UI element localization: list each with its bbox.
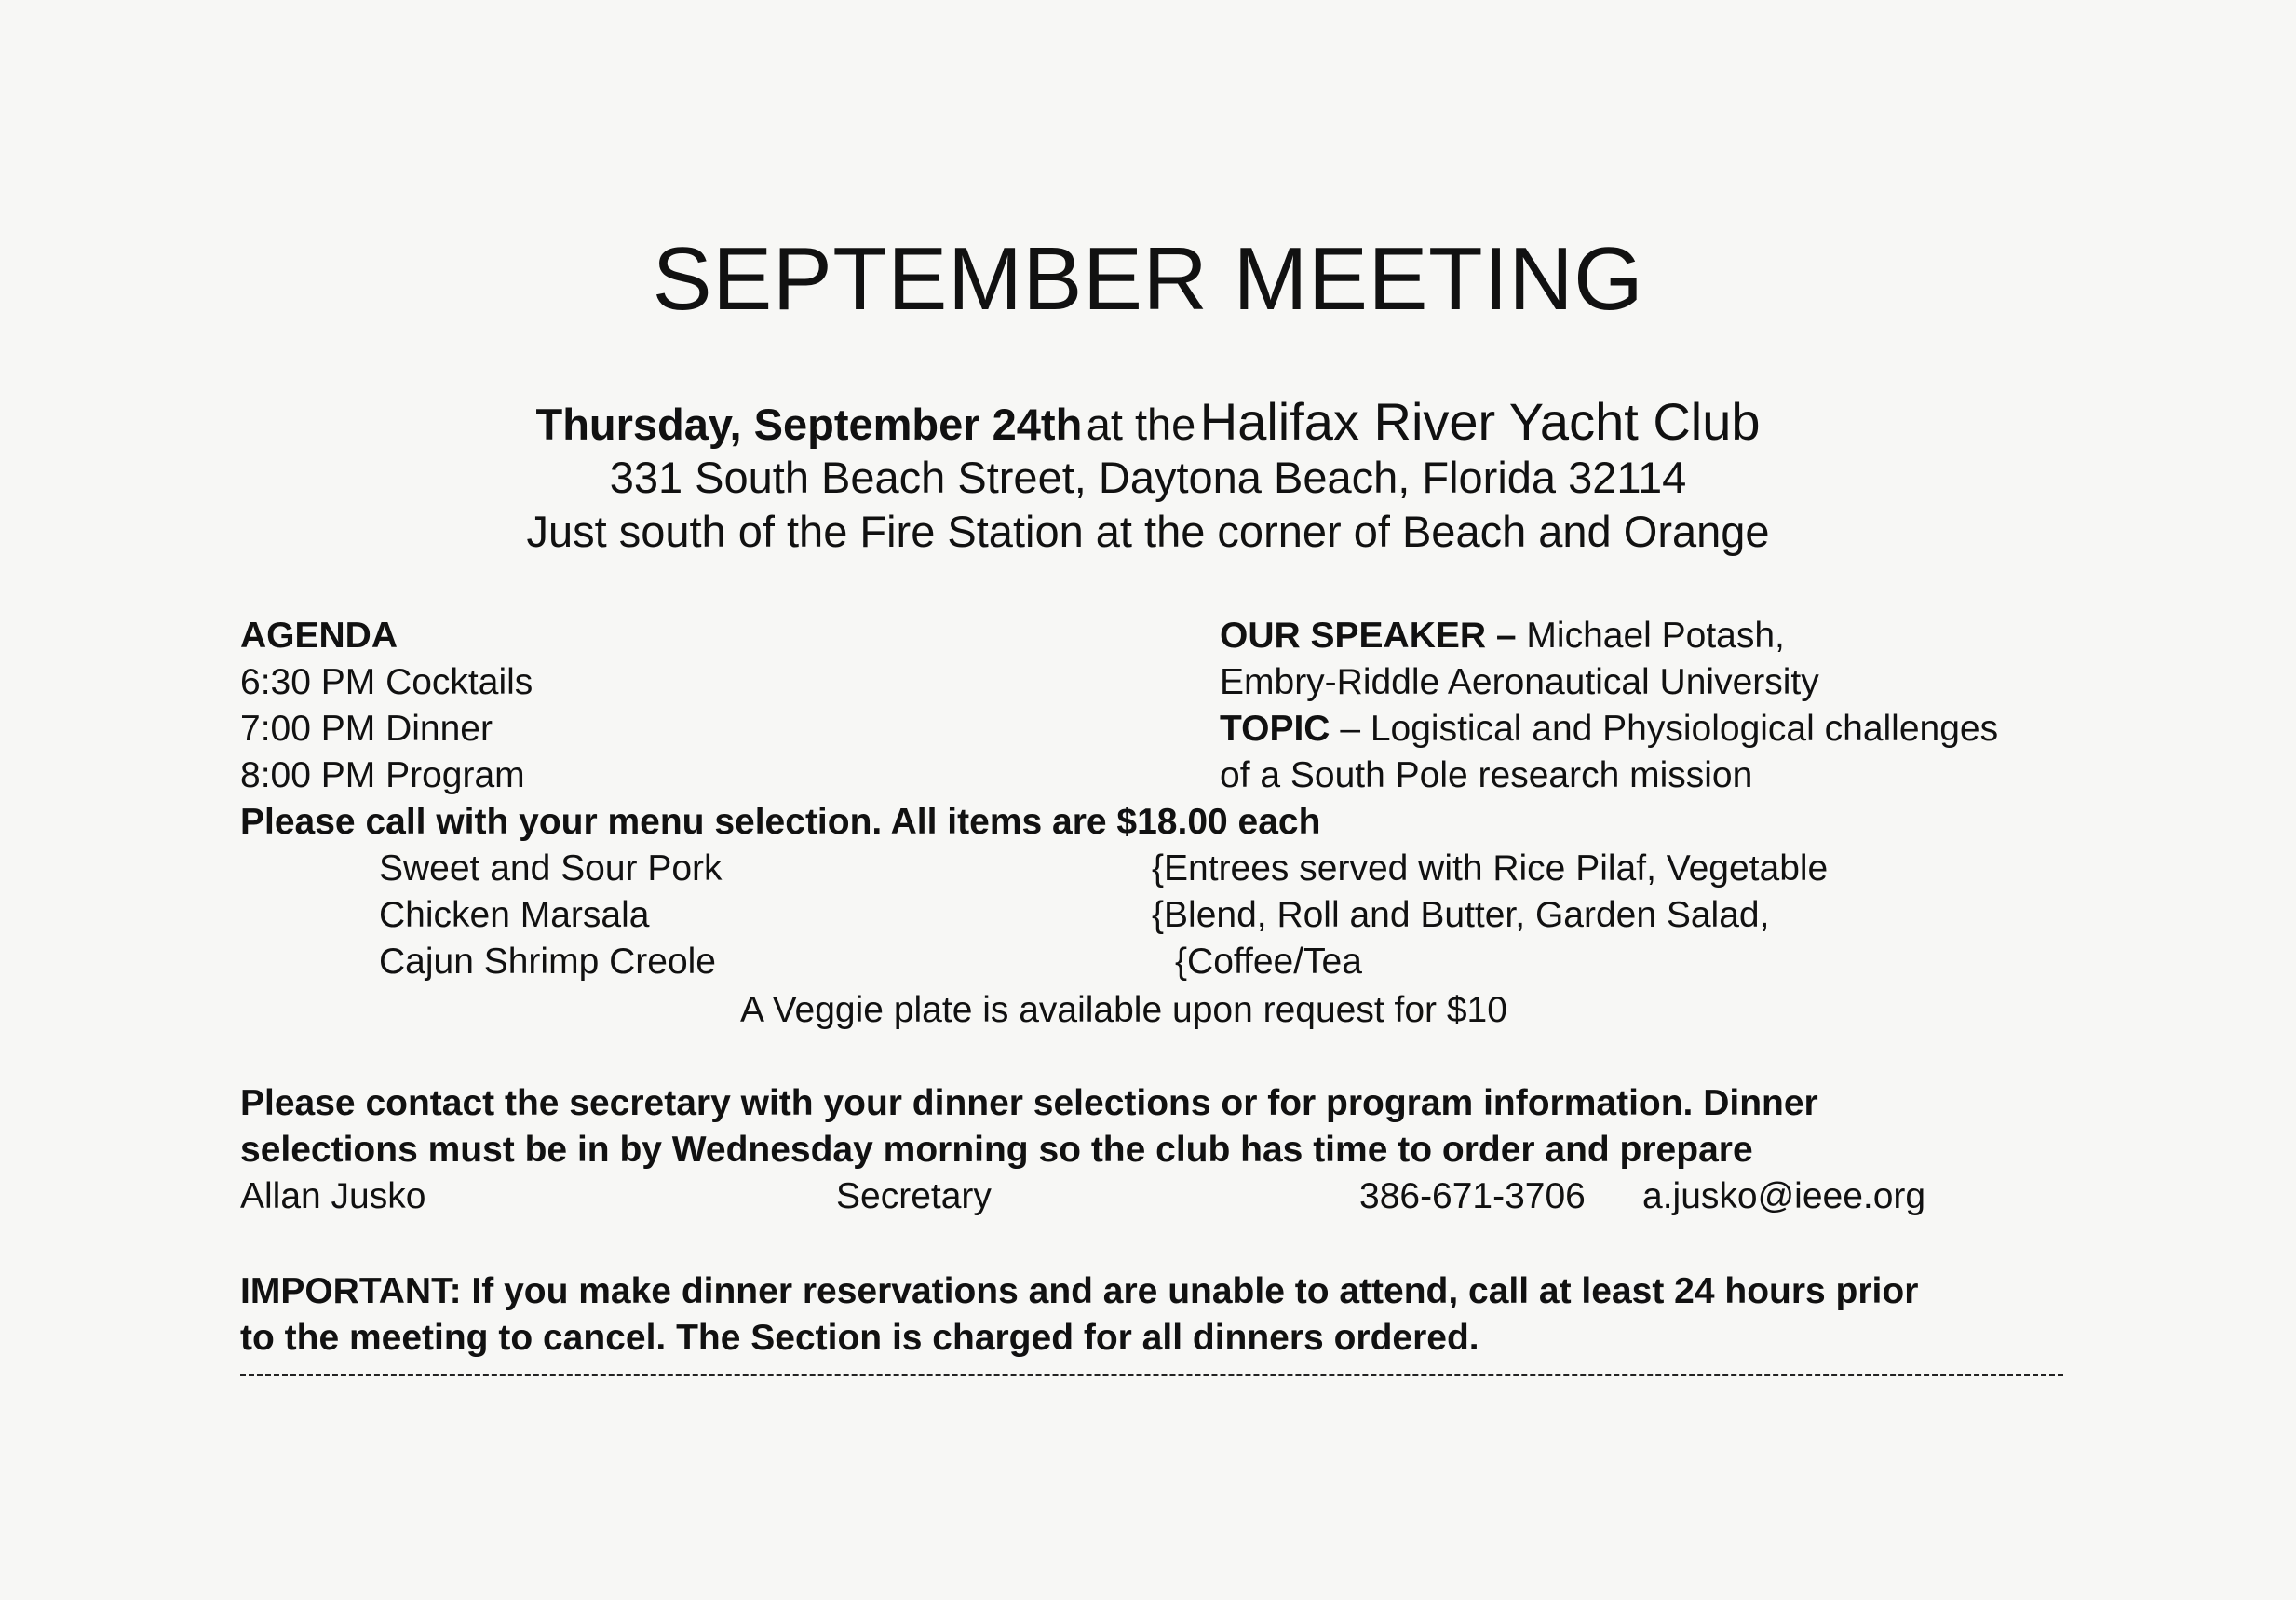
contact-instructions [240, 1080, 1818, 1173]
speaker-label: OUR SPEAKER – [1220, 616, 1517, 656]
menu-item: Sweet and Sour Pork [379, 848, 723, 888]
important-line: to the meeting to cancel. The Section is charged for all dinners ordered. [240, 1318, 1479, 1358]
event-day: Thursday, September 24th [535, 400, 1083, 449]
menu-note: {Blend, Roll and Butter, Garden Salad, [1152, 895, 1770, 935]
menu-item: Cajun Shrimp Creole [379, 942, 716, 982]
agenda-item: 7:00 PM Dinner [240, 709, 493, 749]
page-title: SEPTEMBER MEETING [652, 229, 1644, 329]
topic-text-continued: of a South Pole research mission [1220, 755, 1753, 795]
agenda-item: 6:30 PM Cocktails [240, 662, 533, 702]
contact-phone: 386-671-3706 [1359, 1176, 1586, 1216]
event-directions: Just south of the Fire Station at the corner of Beach and Orange [526, 507, 1770, 556]
event-address: 331 South Beach Street, Daytona Beach, Florida 32114 [609, 453, 1687, 502]
important-notice [240, 1268, 1918, 1362]
speaker-line [1220, 613, 1998, 659]
event-at-text: at the [1086, 400, 1196, 449]
speaker-section [1220, 613, 1998, 799]
event-when-line [0, 391, 2296, 452]
menu-note: {Entrees served with Rice Pilaf, Vegetable [1152, 848, 1829, 888]
topic-text: – Logistical and Physiological challenges [1340, 709, 1999, 749]
menu-note: {Coffee/Tea [1175, 942, 1362, 982]
contact-email: a.jusko@ieee.org [1642, 1176, 1926, 1216]
speaker-affiliation: Embry-Riddle Aeronautical University [1220, 662, 1819, 702]
agenda-heading: AGENDA [240, 616, 398, 656]
contact-instructions-line: Please contact the secretary with your dinner selections or for program information. Dinner [240, 1083, 1818, 1123]
contact-name: Allan Jusko [240, 1176, 426, 1216]
contact-role: Secretary [836, 1176, 992, 1216]
speaker-name: Michael Potash, [1526, 616, 1785, 656]
event-venue: Halifax River Yacht Club [1199, 392, 1761, 451]
menu-heading: Please call with your menu selection. All items are $18.00 each [240, 802, 1321, 842]
menu-item: Chicken Marsala [379, 895, 650, 935]
topic-line [1220, 706, 1998, 753]
menu-notes [1152, 846, 1828, 985]
important-line: IMPORTANT: If you make dinner reservations and are unable to attend, call at least 24 hours prior [240, 1271, 1919, 1311]
menu-items-list [379, 846, 723, 985]
topic-label: TOPIC [1220, 709, 1330, 749]
veggie-note: A Veggie plate is available upon request for $10 [740, 990, 1507, 1030]
contact-instructions-line: selections must be in by Wednesday morning so the club has time to order and prepare [240, 1130, 1753, 1170]
agenda-item: 8:00 PM Program [240, 755, 525, 795]
agenda-section [240, 613, 533, 799]
dashed-cut-line [240, 1374, 2063, 1376]
